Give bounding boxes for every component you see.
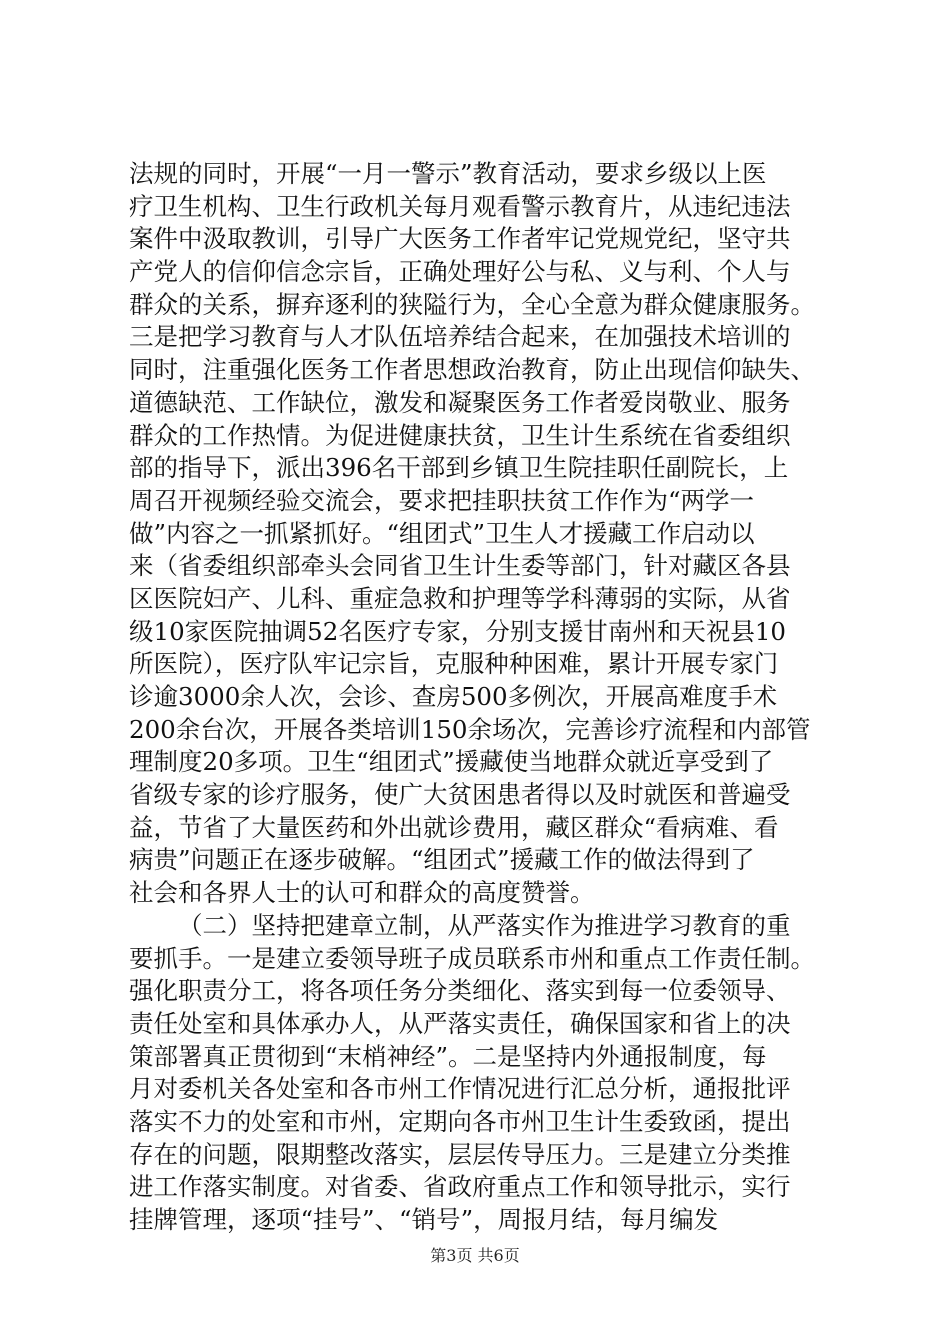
text-line: 群众的关系，摒弃逐利的狭隘行为，全心全意为群众健康服务。 [129,289,815,319]
text-line: 同时，注重强化医务工作者思想政治教育，防止出现信仰缺失、 [129,355,815,385]
text-line: 案件中汲取教训，引导广大医务工作者牢记党规党纪，坚守共 [129,224,791,254]
page-footer [0,1246,950,1266]
text-line: 道德缺范、工作缺位，激发和凝聚医务工作者爱岗敬业、服务 [129,387,791,417]
text-line: 群众的工作热情。为促进健康扶贫，卫生计生系统在省委组织 [129,420,791,450]
text-line: 强化职责分工，将各项任务分类细化、落实到每一位委领导、 [129,976,791,1006]
text-line: 区医院妇产、儿科、重症急救和护理等学科薄弱的实际，从省 [129,583,791,613]
text-line: 诊逾3000余人次，会诊、查房500多例次，开展高难度手术 [129,682,778,711]
text-line: 疗卫生机构、卫生行政机关每月观看警示教育片，从违纪违法 [129,191,791,221]
text-line: 来（省委组织部牵头会同省卫生计生委等部门，针对藏区各县 [129,551,791,581]
text-line: （二）坚持把建章立制，从严落实作为推进学习教育的重 [178,910,791,940]
text-line: 挂牌管理，逐项“挂号”、“销号”，周报月结，每月编发 [129,1205,719,1234]
text-line: 200余台次，开展各类培训150余场次，完善诊疗流程和内部管 [129,714,811,744]
text-line: 部的指导下，派出396名干部到乡镇卫生院挂职任副院长，上 [129,453,789,483]
text-line: 级10家医院抽调52名医疗专家，分别支援甘南州和天祝县10 [129,616,787,646]
text-line: 策部署真正贯彻到“末梢神经”。二是坚持内外通报制度，每 [129,1041,767,1071]
text-line: 理制度20多项。卫生“组团式”援藏使当地群众就近享受到了 [129,747,774,777]
text-line: 三是把学习教育与人才队伍培养结合起来，在加强技术培训的 [129,322,791,352]
text-line: 责任处室和具体承办人，从严落实责任，确保国家和省上的决 [129,1008,791,1038]
text-line: 社会和各界人士的认可和群众的高度赞誉。 [129,878,595,908]
page-number: 第3页 共6页 [430,1246,520,1265]
text-line: 周召开视频经验交流会，要求把挂职扶贫工作作为“两学一 [129,485,755,515]
text-line: 进工作落实制度。对省委、省政府重点工作和领导批示，实行 [129,1172,791,1202]
text-line: 做”内容之一抓紧抓好。“组团式”卫生人才援藏工作启动以 [129,518,755,548]
text-line: 省级专家的诊疗服务，使广大贫困患者得以及时就医和普遍受 [129,780,791,810]
document-body [129,158,849,1237]
text-line: 要抓手。一是建立委领导班子成员联系市州和重点工作责任制。 [129,943,815,973]
text-line: 所医院），医疗队牢记宗旨，克服种种困难，累计开展专家门 [129,649,779,679]
text-line: 存在的问题，限期整改落实，层层传导压力。三是建立分类推 [129,1139,791,1169]
text-line: 法规的同时，开展“一月一警示”教育活动，要求乡级以上医 [129,159,767,188]
text-line: 益，节省了大量医药和外出就诊费用，藏区群众“看病难、看 [129,812,779,842]
text-line: 病贵”问题正在逐步破解。“组团式”援藏工作的做法得到了 [129,845,755,875]
text-line: 月对委机关各处室和各市州工作情况进行汇总分析，通报批评 [129,1074,791,1104]
text-line: 落实不力的处室和市州，定期向各市州卫生计生委致函，提出 [129,1106,791,1136]
text-line: 产党人的信仰信念宗旨，正确处理好公与私、义与利、个人与 [129,257,791,287]
